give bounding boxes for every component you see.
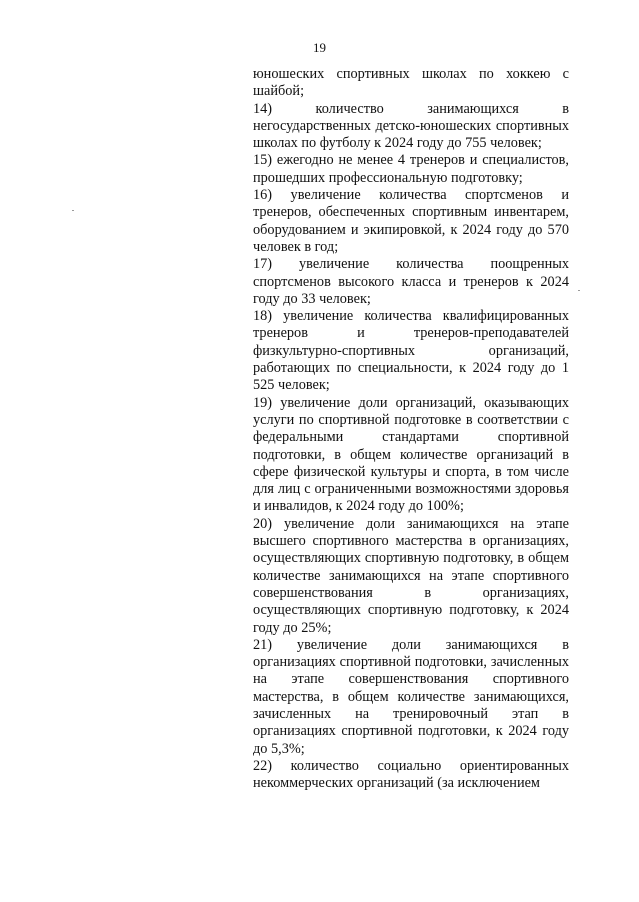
list-item-17: 17) увеличение количества поощренных спортсменов высокого класса и тренеров к 2024 году до 33 человек;: [253, 256, 569, 307]
scan-speck: [578, 290, 580, 291]
list-item-22: 22) количество социально ориентированных некоммерческих организаций (за исключением: [253, 757, 569, 792]
list-item-14: 14) количество занимающихся в негосударственных детско-юношеских спортивных школах по футболу к 2024 году до 755 человек;: [253, 100, 569, 152]
page-number: 19: [313, 40, 326, 55]
document-body: [253, 66, 569, 792]
paragraph-continued: юношеских спортивных школах по хоккею с шайбой;: [253, 66, 569, 100]
scan-speck: [72, 210, 74, 211]
list-item-20: 20) увеличение доли занимающихся на этапе высшего спортивного мастерства в организациях, осуществляющих спортивную подготовку, в общем количестве занимающихся на этапе спортивного совершенствования в организациях, осуществляющих спортивную подготовку, к 2024 году до 25%;: [253, 515, 569, 636]
list-item-21: 21) увеличение доли занимающихся в организациях спортивной подготовки, зачисленных на этапе совершенствования спортивного мастерства, в общем количестве занимающихся, зачисленных на тренировочный этап в организациях спортивной подготовки, к 2024 году до 5,3%;: [253, 636, 569, 757]
list-item-18: 18) увеличение количества квалифицированных тренеров и тренеров-преподавателей физкультурно-спортивных организаций, работающих по специальности, к 2024 году до 1 525 человек;: [253, 308, 569, 394]
list-item-15: 15) ежегодно не менее 4 тренеров и специалистов, прошедших профессиональную подготовку;: [253, 152, 569, 186]
list-item-19: 19) увеличение доли организаций, оказывающих услуги по спортивной подготовке в соответствии с федеральными стандартами спортивной подготовки, в общем количестве организаций в сфере физической культуры и спорта, в том числе для лиц с ограниченными возможностями здоровья и инвалидов, к 2024 году до 100%;: [253, 394, 569, 515]
list-item-16: 16) увеличение количества спортсменов и тренеров, обеспеченных спортивным инвентарем, оборудованием и экипировкой, к 2024 году до 570 человек в год;: [253, 187, 569, 255]
